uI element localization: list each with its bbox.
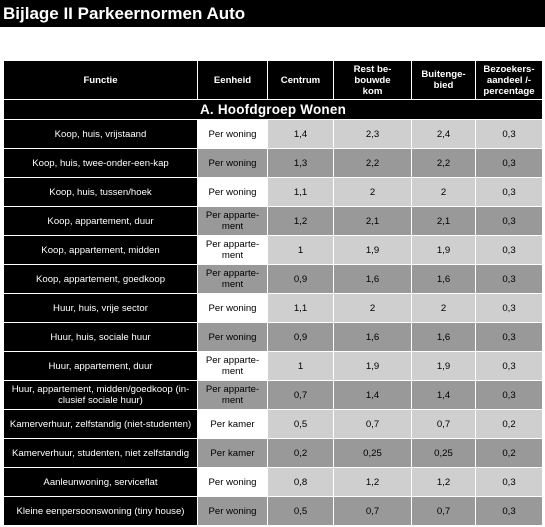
cell-rest-bebouwde-kom: 1,2 bbox=[334, 468, 412, 497]
cell-eenheid: Per apparte- ment bbox=[198, 381, 268, 410]
cell-functie: Aanleunwoning, serviceflat bbox=[4, 468, 198, 497]
cell-eenheid: Per woning bbox=[198, 120, 268, 149]
cell-rest-bebouwde-kom: 1,6 bbox=[334, 323, 412, 352]
cell-buitengebied: 2,1 bbox=[412, 207, 476, 236]
cell-rest-bebouwde-kom: 2,2 bbox=[334, 149, 412, 178]
cell-buitengebied: 1,9 bbox=[412, 352, 476, 381]
table-row bbox=[4, 294, 543, 323]
table-row bbox=[4, 178, 543, 207]
cell-bezoekersaandeel: 0,3 bbox=[476, 497, 543, 526]
cell-centrum: 1,2 bbox=[268, 207, 334, 236]
table-row bbox=[4, 410, 543, 439]
cell-bezoekersaandeel: 0,2 bbox=[476, 410, 543, 439]
cell-buitengebied: 0,7 bbox=[412, 497, 476, 526]
group-row bbox=[4, 100, 543, 120]
cell-centrum: 0,5 bbox=[268, 410, 334, 439]
cell-centrum: 0,2 bbox=[268, 439, 334, 468]
cell-buitengebied: 1,2 bbox=[412, 468, 476, 497]
table-row bbox=[4, 439, 543, 468]
cell-buitengebied: 1,9 bbox=[412, 236, 476, 265]
cell-eenheid: Per apparte- ment bbox=[198, 236, 268, 265]
column-header-bezoekersaandeel: Bezoekers- aandeel /- percentage bbox=[476, 61, 543, 100]
cell-centrum: 1 bbox=[268, 236, 334, 265]
cell-rest-bebouwde-kom: 1,9 bbox=[334, 352, 412, 381]
cell-eenheid: Per woning bbox=[198, 294, 268, 323]
table-row bbox=[4, 323, 543, 352]
cell-eenheid: Per woning bbox=[198, 323, 268, 352]
cell-rest-bebouwde-kom: 0,25 bbox=[334, 439, 412, 468]
cell-centrum: 1,3 bbox=[268, 149, 334, 178]
cell-bezoekersaandeel: 0,2 bbox=[476, 439, 543, 468]
cell-rest-bebouwde-kom: 0,7 bbox=[334, 410, 412, 439]
cell-rest-bebouwde-kom: 1,6 bbox=[334, 265, 412, 294]
cell-functie: Huur, appartement, duur bbox=[4, 352, 198, 381]
cell-bezoekersaandeel: 0,3 bbox=[476, 149, 543, 178]
column-header-rest-bebouwde-kom: Rest be- bouwde kom bbox=[334, 61, 412, 100]
cell-buitengebied: 2,2 bbox=[412, 149, 476, 178]
cell-functie: Kleine eenpersoonswoning (tiny house) bbox=[4, 497, 198, 526]
cell-rest-bebouwde-kom: 2,1 bbox=[334, 207, 412, 236]
cell-functie: Huur, huis, vrije sector bbox=[4, 294, 198, 323]
cell-rest-bebouwde-kom: 2 bbox=[334, 178, 412, 207]
cell-eenheid: Per woning bbox=[198, 178, 268, 207]
cell-centrum: 0,8 bbox=[268, 468, 334, 497]
cell-eenheid: Per woning bbox=[198, 497, 268, 526]
cell-bezoekersaandeel: 0,3 bbox=[476, 178, 543, 207]
cell-buitengebied: 1,6 bbox=[412, 323, 476, 352]
cell-centrum: 0,5 bbox=[268, 497, 334, 526]
cell-functie: Huur, appartement, midden/goedkoop (in- clusief sociale huur) bbox=[4, 381, 198, 410]
cell-eenheid: Per kamer bbox=[198, 439, 268, 468]
cell-rest-bebouwde-kom: 2 bbox=[334, 294, 412, 323]
parking-norms-table bbox=[3, 60, 543, 526]
table-row bbox=[4, 497, 543, 526]
cell-eenheid: Per apparte- ment bbox=[198, 207, 268, 236]
column-header-centrum: Centrum bbox=[268, 61, 334, 100]
table-row bbox=[4, 236, 543, 265]
cell-eenheid: Per apparte- ment bbox=[198, 352, 268, 381]
cell-buitengebied: 0,7 bbox=[412, 410, 476, 439]
cell-centrum: 1,4 bbox=[268, 120, 334, 149]
cell-functie: Koop, appartement, midden bbox=[4, 236, 198, 265]
cell-rest-bebouwde-kom: 2,3 bbox=[334, 120, 412, 149]
cell-functie: Koop, huis, vrijstaand bbox=[4, 120, 198, 149]
cell-bezoekersaandeel: 0,3 bbox=[476, 381, 543, 410]
cell-bezoekersaandeel: 0,3 bbox=[476, 352, 543, 381]
cell-centrum: 1,1 bbox=[268, 178, 334, 207]
cell-bezoekersaandeel: 0,3 bbox=[476, 207, 543, 236]
cell-buitengebied: 0,25 bbox=[412, 439, 476, 468]
cell-bezoekersaandeel: 0,3 bbox=[476, 323, 543, 352]
cell-functie: Koop, huis, twee-onder-een-kap bbox=[4, 149, 198, 178]
cell-bezoekersaandeel: 0,3 bbox=[476, 294, 543, 323]
cell-buitengebied: 1,4 bbox=[412, 381, 476, 410]
cell-centrum: 0,9 bbox=[268, 323, 334, 352]
table-row bbox=[4, 352, 543, 381]
group-heading: A. Hoofdgroep Wonen bbox=[4, 100, 543, 120]
table-row bbox=[4, 149, 543, 178]
column-header-functie: Functie bbox=[4, 61, 198, 100]
column-header-eenheid: Eenheid bbox=[198, 61, 268, 100]
cell-bezoekersaandeel: 0,3 bbox=[476, 236, 543, 265]
cell-functie: Kamerverhuur, studenten, niet zelfstandig bbox=[4, 439, 198, 468]
table-row bbox=[4, 120, 543, 149]
cell-buitengebied: 2 bbox=[412, 294, 476, 323]
cell-bezoekersaandeel: 0,3 bbox=[476, 265, 543, 294]
table-row bbox=[4, 265, 543, 294]
cell-functie: Huur, huis, sociale huur bbox=[4, 323, 198, 352]
cell-eenheid: Per apparte- ment bbox=[198, 265, 268, 294]
cell-rest-bebouwde-kom: 1,4 bbox=[334, 381, 412, 410]
cell-functie: Koop, appartement, goedkoop bbox=[4, 265, 198, 294]
cell-functie: Koop, appartement, duur bbox=[4, 207, 198, 236]
cell-rest-bebouwde-kom: 0,7 bbox=[334, 497, 412, 526]
cell-eenheid: Per kamer bbox=[198, 410, 268, 439]
cell-functie: Koop, huis, tussen/hoek bbox=[4, 178, 198, 207]
table-row bbox=[4, 468, 543, 497]
cell-centrum: 1,1 bbox=[268, 294, 334, 323]
cell-functie: Kamerverhuur, zelfstandig (niet-studenten) bbox=[4, 410, 198, 439]
cell-eenheid: Per woning bbox=[198, 149, 268, 178]
cell-buitengebied: 2 bbox=[412, 178, 476, 207]
cell-rest-bebouwde-kom: 1,9 bbox=[334, 236, 412, 265]
cell-bezoekersaandeel: 0,3 bbox=[476, 120, 543, 149]
cell-buitengebied: 1,6 bbox=[412, 265, 476, 294]
cell-centrum: 0,9 bbox=[268, 265, 334, 294]
cell-centrum: 0,7 bbox=[268, 381, 334, 410]
table-row bbox=[4, 381, 543, 410]
cell-buitengebied: 2,4 bbox=[412, 120, 476, 149]
page-title: Bijlage II Parkeernormen Auto bbox=[0, 0, 545, 27]
table-row bbox=[4, 207, 543, 236]
column-header-buitengebied: Buitenge- bied bbox=[412, 61, 476, 100]
table-header-row bbox=[4, 61, 543, 100]
cell-centrum: 1 bbox=[268, 352, 334, 381]
cell-eenheid: Per woning bbox=[198, 468, 268, 497]
cell-bezoekersaandeel: 0,3 bbox=[476, 468, 543, 497]
